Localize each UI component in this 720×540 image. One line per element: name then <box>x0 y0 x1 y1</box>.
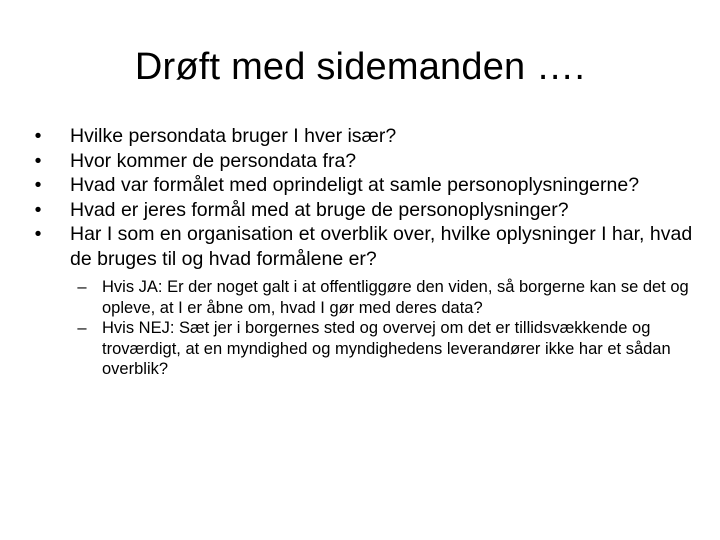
bullet-item <box>28 222 698 271</box>
bullet-text: Hvor kommer de persondata fra? <box>70 149 357 172</box>
bullet-text: Hvilke persondata bruger I hver især? <box>70 125 397 147</box>
bullet-text: Hvad er jeres formål med at bruge de personoplysninger? <box>70 198 569 221</box>
dash-icon: – <box>77 278 87 296</box>
slide-content <box>28 124 698 380</box>
bullet-icon: • <box>34 125 42 147</box>
sub-bullet-text: Hvis JA: Er der noget galt i at offentliggøre den viden, så borgerne kan se det og opleve, at I er åbne om, hvad I gør med deres data? <box>102 278 689 317</box>
bullet-list <box>28 124 698 271</box>
bullet-icon: • <box>34 198 42 221</box>
bullet-text: Hvad var formålet med oprindeligt at samle personoplysningerne? <box>70 174 640 196</box>
sub-bullet-list <box>28 277 698 380</box>
slide-title: Drøft med sidemanden …. <box>134 46 586 88</box>
bullet-icon: • <box>34 149 42 172</box>
sub-bullet-item <box>28 318 698 380</box>
sub-bullet-text: Hvis NEJ: Sæt jer i borgernes sted og overvej om det er tillidsvækkende og troværdigt, at en myndighed og myndighedens leverandører ikke har et sådan overblik? <box>102 319 671 378</box>
sub-bullet-item <box>28 277 698 318</box>
bullet-item <box>28 149 698 174</box>
bullet-item <box>28 198 698 223</box>
bullet-icon: • <box>34 174 42 196</box>
bullet-text: Har I som en organisation et overblik over, hvilke oplysninger I har, hvad de bruges til og hvad formålene er? <box>70 223 693 270</box>
dash-icon: – <box>77 319 87 337</box>
bullet-item <box>28 124 698 149</box>
bullet-icon: • <box>34 223 42 245</box>
bullet-item <box>28 173 698 198</box>
